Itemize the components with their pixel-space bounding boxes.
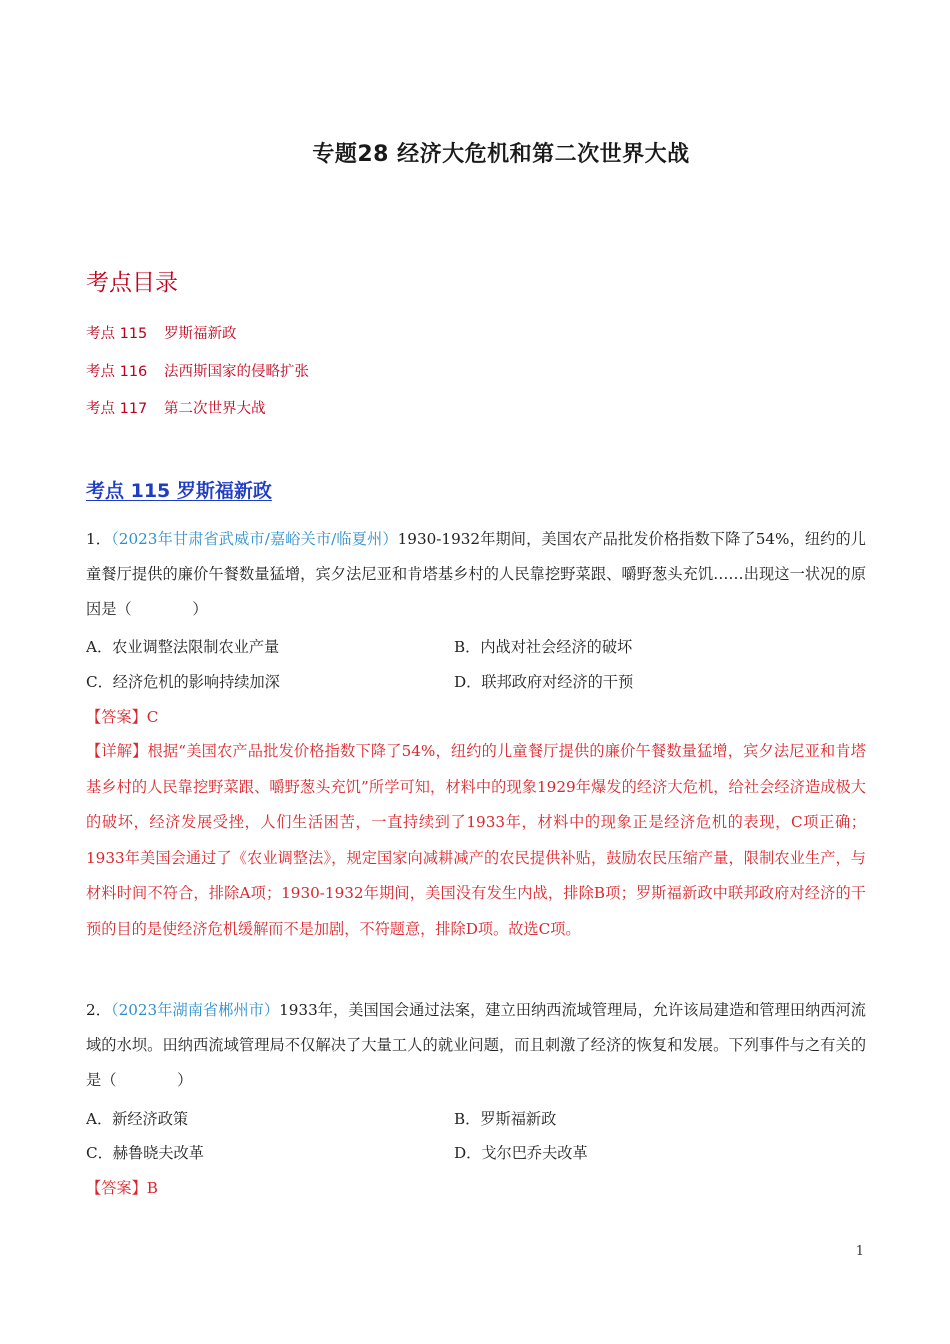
question-2-options-row xyxy=(86,1136,866,1171)
toc-item-label: 第二次世界大战 xyxy=(164,401,266,417)
toc-item[interactable] xyxy=(86,360,309,381)
page-number: 1 xyxy=(855,1244,864,1259)
toc-item-number: 考点 115 xyxy=(86,326,148,342)
toc-item[interactable] xyxy=(86,322,237,343)
section-heading-link[interactable]: 考点 115 罗斯福新政 xyxy=(86,480,272,502)
question-text: 1930-1932年期间，美国农产品批发价格指数下降了54%，纽约的儿童餐厅提供的廉价午餐数量猛增，宾夕法尼亚和肯塔基乡村的人民靠挖野菜跟、嚼野葱头充饥……出现这一状况的原因是（ ） xyxy=(86,530,866,618)
option-b: B．罗斯福新政 xyxy=(454,1110,557,1128)
answer-tag: 【答案】 xyxy=(86,708,147,726)
option-d: D．戈尔巴乔夫改革 xyxy=(454,1144,588,1162)
toc-item-label: 法西斯国家的侵略扩张 xyxy=(164,364,309,380)
option-a: A．新经济政策 xyxy=(86,1110,189,1128)
option-d: D．联邦政府对经济的干预 xyxy=(454,673,634,691)
detail-text: 根据“美国农产品批发价格指数下降了54%，纽约的儿童餐厅提供的廉价午餐数量猛增，宾夕法尼亚和肯塔基乡村的人民靠挖野菜跟、嚼野葱头充饥”所学可知，材料中的现象1929年爆发的经济大危机，给社会经济造成极大的破坏，经济发展受挫，人们生活困苦，一直持续到了1933年，材料中的现象正是经济危机的表现，C项正确；1933年美国会通过了《农业调整法》，规定国家向减耕减产的农民提供补贴，鼓励农民压缩产量，限制农业生产，与材料时间不符合，排除A项；1930-1932年期间，美国没有发生内战，排除B项；罗斯福新政中联邦政府对经济的干预的目的是使经济危机缓解而不是加剧，不符题意，排除D项。故选C项。 xyxy=(86,742,866,938)
detail-tag: 【详解】 xyxy=(86,742,148,760)
question-1-detail xyxy=(86,734,866,947)
answer-value: C xyxy=(146,708,159,726)
question-source: （2023年甘肃省武威市/嘉峪关市/临夏州） xyxy=(111,530,398,548)
option-b: B．内战对社会经济的破坏 xyxy=(454,638,633,656)
question-source: （2023年湖南省郴州市） xyxy=(110,1001,280,1019)
toc-item[interactable] xyxy=(86,397,266,418)
question-2-answer xyxy=(86,1171,158,1206)
toc-item-number: 考点 116 xyxy=(86,364,148,380)
answer-tag: 【答案】 xyxy=(86,1179,147,1197)
page-title: 专题28 经济大危机和第二次世界大战 xyxy=(312,142,690,167)
toc-heading: 考点目录 xyxy=(86,270,178,296)
option-c: C．经济危机的影响持续加深 xyxy=(86,673,280,691)
question-1-stem xyxy=(86,522,866,627)
question-1-options-row xyxy=(86,630,866,665)
toc-item-label: 罗斯福新政 xyxy=(164,326,237,342)
answer-value: B xyxy=(146,1179,158,1197)
question-1-options-row xyxy=(86,665,866,700)
question-1-answer xyxy=(86,700,158,735)
question-number: 1． xyxy=(86,530,112,548)
toc-item-number: 考点 117 xyxy=(86,401,148,417)
question-number: 2． xyxy=(86,1001,111,1019)
option-a: A．农业调整法限制农业产量 xyxy=(86,638,280,656)
question-2-options-row xyxy=(86,1102,866,1137)
question-text: 1933年，美国国会通过法案，建立田纳西流域管理局，允许该局建造和管理田纳西河流域的水坝。田纳西流域管理局不仅解决了大量工人的就业问题，而且刺激了经济的恢复和发展。下列事件与之有关的是（ ） xyxy=(86,1001,866,1089)
question-2-stem xyxy=(86,993,866,1098)
option-c: C．赫鲁晓夫改革 xyxy=(86,1144,204,1162)
